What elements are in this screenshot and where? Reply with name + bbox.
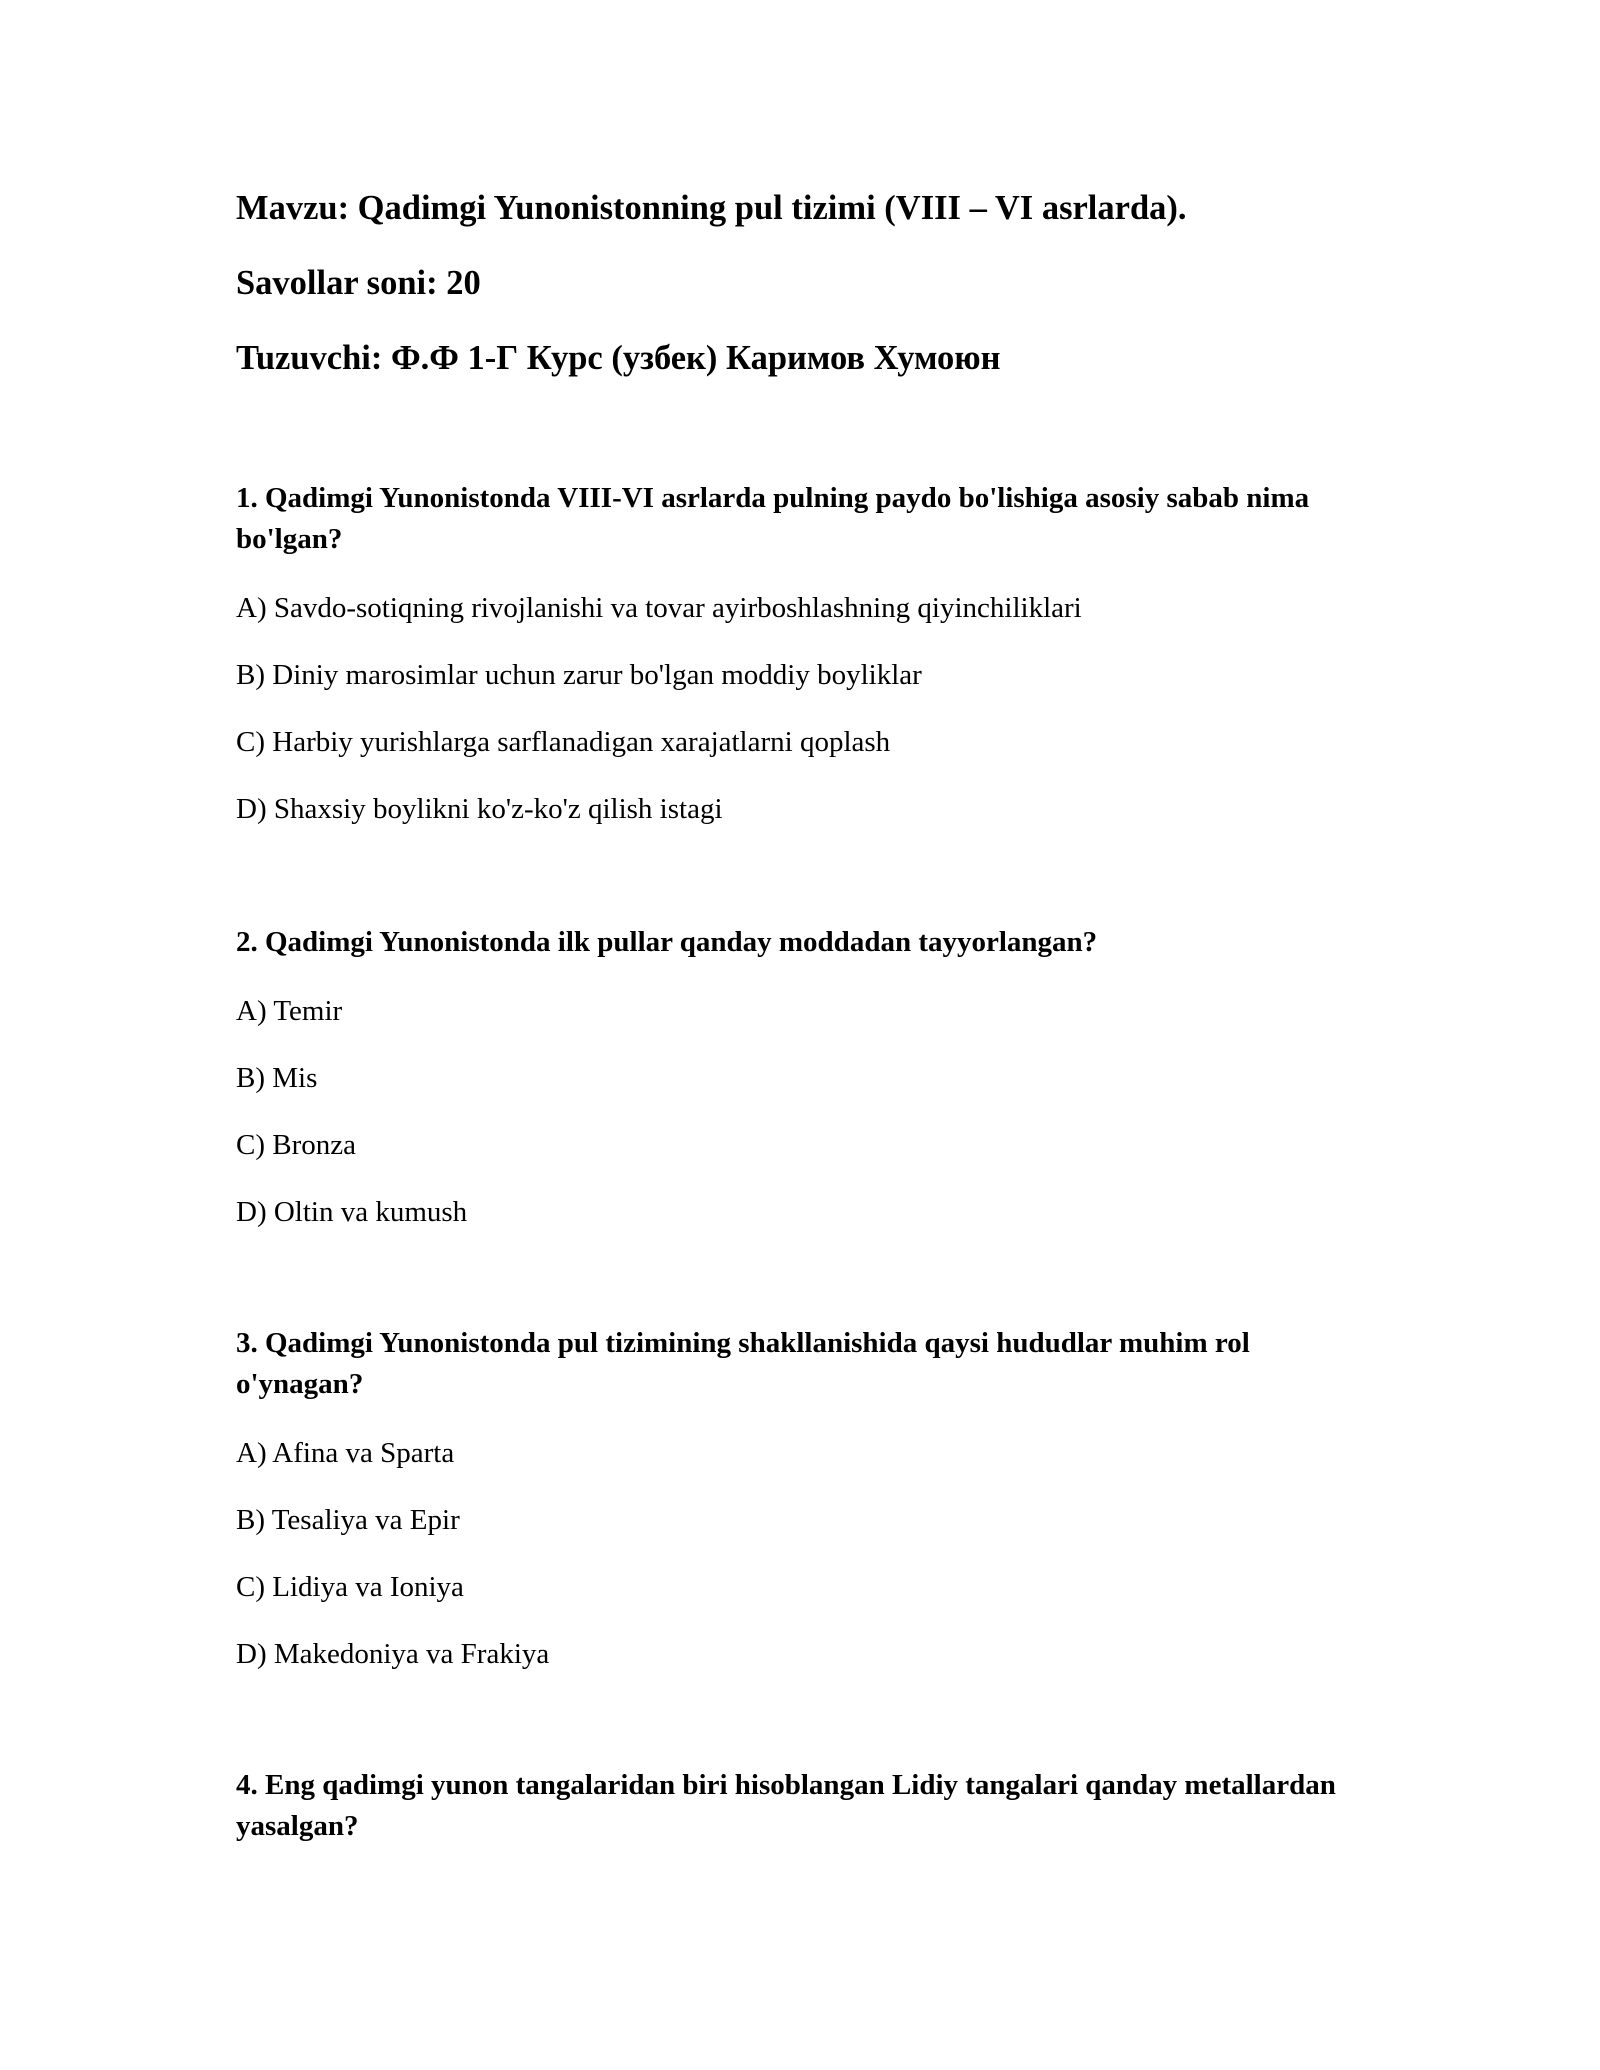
question-2-option-a: A) Temir [236, 995, 343, 1027]
question-3-text: 3. Qadimgi Yunonistonda pul tizimining shakllanishida qaysi hududlar muhim rol o'ynagan? [236, 1327, 1250, 1400]
question-1-option-d: D) Shaxsiy boylikni ko'z-ko'z qilish istagi [236, 793, 723, 825]
author-line: Tuzuvchi: Ф.Ф 1-Г Курс (узбек) Каримов Хумоюн [236, 339, 1001, 377]
question-3-option-a: A) Afina va Sparta [236, 1437, 455, 1469]
question-2-option-b: B) Mis [236, 1062, 318, 1094]
question-3-option-d: D) Makedoniya va Frakiya [236, 1638, 550, 1670]
question-3-option-c: C) Lidiya va Ioniya [236, 1571, 464, 1603]
question-1-option-b: B) Diniy marosimlar uchun zarur bo'lgan moddiy boyliklar [236, 659, 922, 691]
question-count: Savollar soni: 20 [236, 264, 481, 302]
question-2-option-d: D) Oltin va kumush [236, 1196, 468, 1228]
topic-heading: Mavzu: Qadimgi Yunonistonning pul tizimi (VIII – VI asrlarda). [236, 189, 1187, 227]
question-2-option-c: C) Bronza [236, 1129, 356, 1161]
question-1-text: 1. Qadimgi Yunonistonda VIII-VI asrlarda pulning paydo bo'lishiga asosiy sabab nima bo'lgan? [236, 482, 1310, 555]
question-1-option-c: C) Harbiy yurishlarga sarflanadigan xarajatlarni qoplash [236, 726, 891, 758]
question-4-text: 4. Eng qadimgi yunon tangalaridan biri hisoblangan Lidiy tangalari qanday metallardan yasalgan? [236, 1769, 1336, 1842]
question-1-option-a: A) Savdo-sotiqning rivojlanishi va tovar ayirboshlashning qiyinchiliklari [236, 592, 1082, 624]
question-2-text: 2. Qadimgi Yunonistonda ilk pullar qanday moddadan tayyorlangan? [236, 926, 1098, 958]
question-3-option-b: B) Tesaliya va Epir [236, 1504, 460, 1536]
